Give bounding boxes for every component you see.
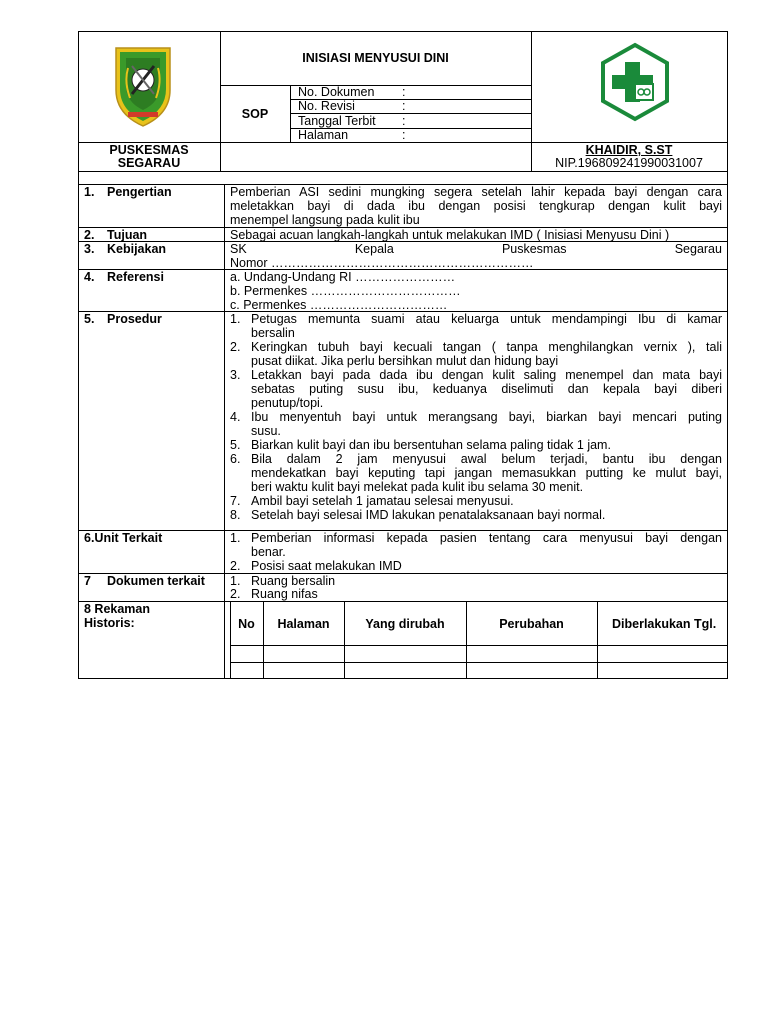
referensi-item: c. Permenkes …………………………… — [230, 298, 448, 312]
doc-field-sep: : — [402, 99, 406, 113]
section-label-referensi: Referensi — [107, 270, 164, 284]
org-name-line1: PUSKESMAS — [109, 143, 189, 157]
unit-terkait-item-line: benar. — [251, 545, 286, 559]
history-col-perubahan: Perubahan — [499, 617, 564, 631]
signer-name: KHAIDIR, S.ST — [585, 143, 673, 157]
unit-terkait-item — [230, 559, 722, 573]
doc-field-tanggal-terbit: Tanggal Terbit — [298, 114, 376, 128]
doc-field-sep: : — [402, 114, 406, 128]
section-label-prosedur: Prosedur — [107, 312, 162, 326]
prosedur-step — [230, 368, 722, 410]
kebijakan-word: Kepala — [354, 242, 394, 256]
regency-emblem-logo — [108, 42, 178, 128]
doc-field-sep: : — [402, 128, 406, 142]
prosedur-step-line: Ambil bayi setelah 1 jamatau selesai menyusui. — [251, 494, 514, 508]
prosedur-step-number: 3. — [230, 368, 241, 382]
dokumen-item: Ruang nifas — [251, 587, 318, 601]
pengertian-line: Pemberian ASI sedini mungking segera setelah lahir kepada bayi dengan cara — [230, 185, 722, 199]
prosedur-step-line: bersalin — [251, 326, 295, 340]
prosedur-step-line: penutup/topi. — [251, 396, 324, 410]
prosedur-step — [230, 410, 722, 438]
prosedur-step-number: 4. — [230, 410, 241, 424]
prosedur-step-line: sebatas puting susu ibu, keduanya diselimuti dan kepala bayi diberi — [251, 382, 722, 396]
kebijakan-line — [230, 242, 722, 256]
pengertian-line: menempel langsung pada kulit ibu — [230, 213, 420, 227]
doc-field-no-revisi: No. Revisi — [298, 99, 355, 113]
kebijakan-word: SK — [230, 242, 247, 256]
unit-terkait-item-number: 1. — [230, 531, 241, 545]
signer-nip: NIP.196809241990031007 — [555, 156, 703, 170]
kebijakan-word: Puskesmas — [501, 242, 567, 256]
prosedur-step-number: 5. — [230, 438, 241, 452]
prosedur-step-line: Keringkan tubuh bayi kecuali tangan ( tanpa menghilangkan vernix ), tali — [251, 340, 722, 354]
history-col-no: No — [238, 617, 255, 631]
prosedur-step — [230, 340, 722, 368]
prosedur-step-line: Letakkan bayi pada dada ibu dengan kulit saling menempel dan mata bayi — [251, 368, 722, 382]
prosedur-step-number: 2. — [230, 340, 241, 354]
section-label-rekaman: 8 Rekaman — [84, 602, 151, 616]
prosedur-step-line: Petugas memunta suami atau keluarga untuk mendampingi Ibu di kamar — [251, 312, 722, 326]
sop-label: SOP — [241, 107, 269, 121]
doc-field-no-dokumen: No. Dokumen — [298, 85, 375, 99]
prosedur-step-number: 6. — [230, 452, 241, 466]
document-title: INISIASI MENYUSUI DINI — [302, 51, 449, 65]
dokumen-item-number: 2. — [230, 587, 241, 601]
section-label-tujuan: Tujuan — [107, 228, 148, 242]
doc-field-halaman: Halaman — [298, 128, 349, 142]
prosedur-step-number: 7. — [230, 494, 241, 508]
pengertian-line: meletakkan bayi di dada ibu dengan posisi tengkurap dengan kulit bayi — [230, 199, 722, 213]
section-label-unit-terkait: 6.Unit Terkait — [84, 531, 163, 545]
history-col-diberlakukan: Diberlakukan Tgl. — [612, 617, 717, 631]
prosedur-step — [230, 452, 722, 494]
prosedur-step-line: susu. — [251, 424, 281, 438]
unit-terkait-item-line: Pemberian informasi kepada pasien tentang cara menyusui bayi dengan — [251, 531, 722, 545]
prosedur-step — [230, 494, 722, 508]
prosedur-step-line: Bila dalam 2 jam menyusui awal belum terjadi, bantu ibu dengan — [251, 452, 722, 466]
prosedur-step — [230, 508, 722, 522]
prosedur-step-number: 8. — [230, 508, 241, 522]
dokumen-item: Ruang bersalin — [251, 574, 336, 588]
referensi-item: b. Permenkes ……………………………… — [230, 284, 461, 298]
section-label-kebijakan: Kebijakan — [107, 242, 167, 256]
dokumen-item-number: 1. — [230, 574, 241, 588]
org-name-line2: SEGARAU — [117, 156, 181, 170]
history-col-yang-dirubah: Yang dirubah — [365, 617, 445, 631]
section-label-historis: Historis: — [84, 616, 135, 630]
unit-terkait-item — [230, 531, 722, 559]
section-number: 3. — [84, 242, 95, 256]
section-number: 1. — [84, 185, 95, 199]
section-number: 7 — [84, 574, 91, 588]
prosedur-step — [230, 438, 722, 452]
section-number: 5. — [84, 312, 95, 326]
unit-terkait-item-line: Posisi saat melakukan IMD — [251, 559, 402, 573]
history-col-halaman: Halaman — [277, 617, 330, 631]
section-label-dokumen-terkait: Dokumen terkait — [107, 574, 205, 588]
kebijakan-nomor: Nomor ……………………………………………………… — [230, 256, 534, 270]
prosedur-step-line: Ibu menyentuh bayi untuk merangsang bayi, biarkan bayi mencari puting — [251, 410, 722, 424]
prosedur-step — [230, 312, 722, 340]
section-number: 2. — [84, 228, 95, 242]
prosedur-step-line: Setelah bayi selesai IMD lakukan penatalaksanaan bayi normal. — [251, 508, 606, 522]
section-number: 4. — [84, 270, 95, 284]
prosedur-step-line: pusat diikat. Jika perlu bersihkan mulut dan hidung bayi — [251, 354, 559, 368]
kebijakan-word: Segarau — [674, 242, 722, 256]
doc-field-sep: : — [402, 85, 406, 99]
referensi-item: a. Undang-Undang RI …………………… — [230, 270, 456, 284]
tujuan-text: Sebagai acuan langkah-langkah untuk melakukan IMD ( Inisiasi Menyusu Dini ) — [230, 228, 670, 242]
section-label-pengertian: Pengertian — [107, 185, 172, 199]
prosedur-step-line: Biarkan kulit bayi dan ibu bersentuhan selama paling tidak 1 jam. — [251, 438, 611, 452]
unit-terkait-item-number: 2. — [230, 559, 241, 573]
puskesmas-cross-logo — [595, 42, 675, 122]
prosedur-step-line: mendekatkan bayi keputing tapi jangan memasukkan putting ke mulut bayi, — [251, 466, 722, 480]
prosedur-step-line: beri waktu kulit bayi melekat pada kulit ibu selama 30 menit. — [251, 480, 584, 494]
prosedur-step-number: 1. — [230, 312, 241, 326]
